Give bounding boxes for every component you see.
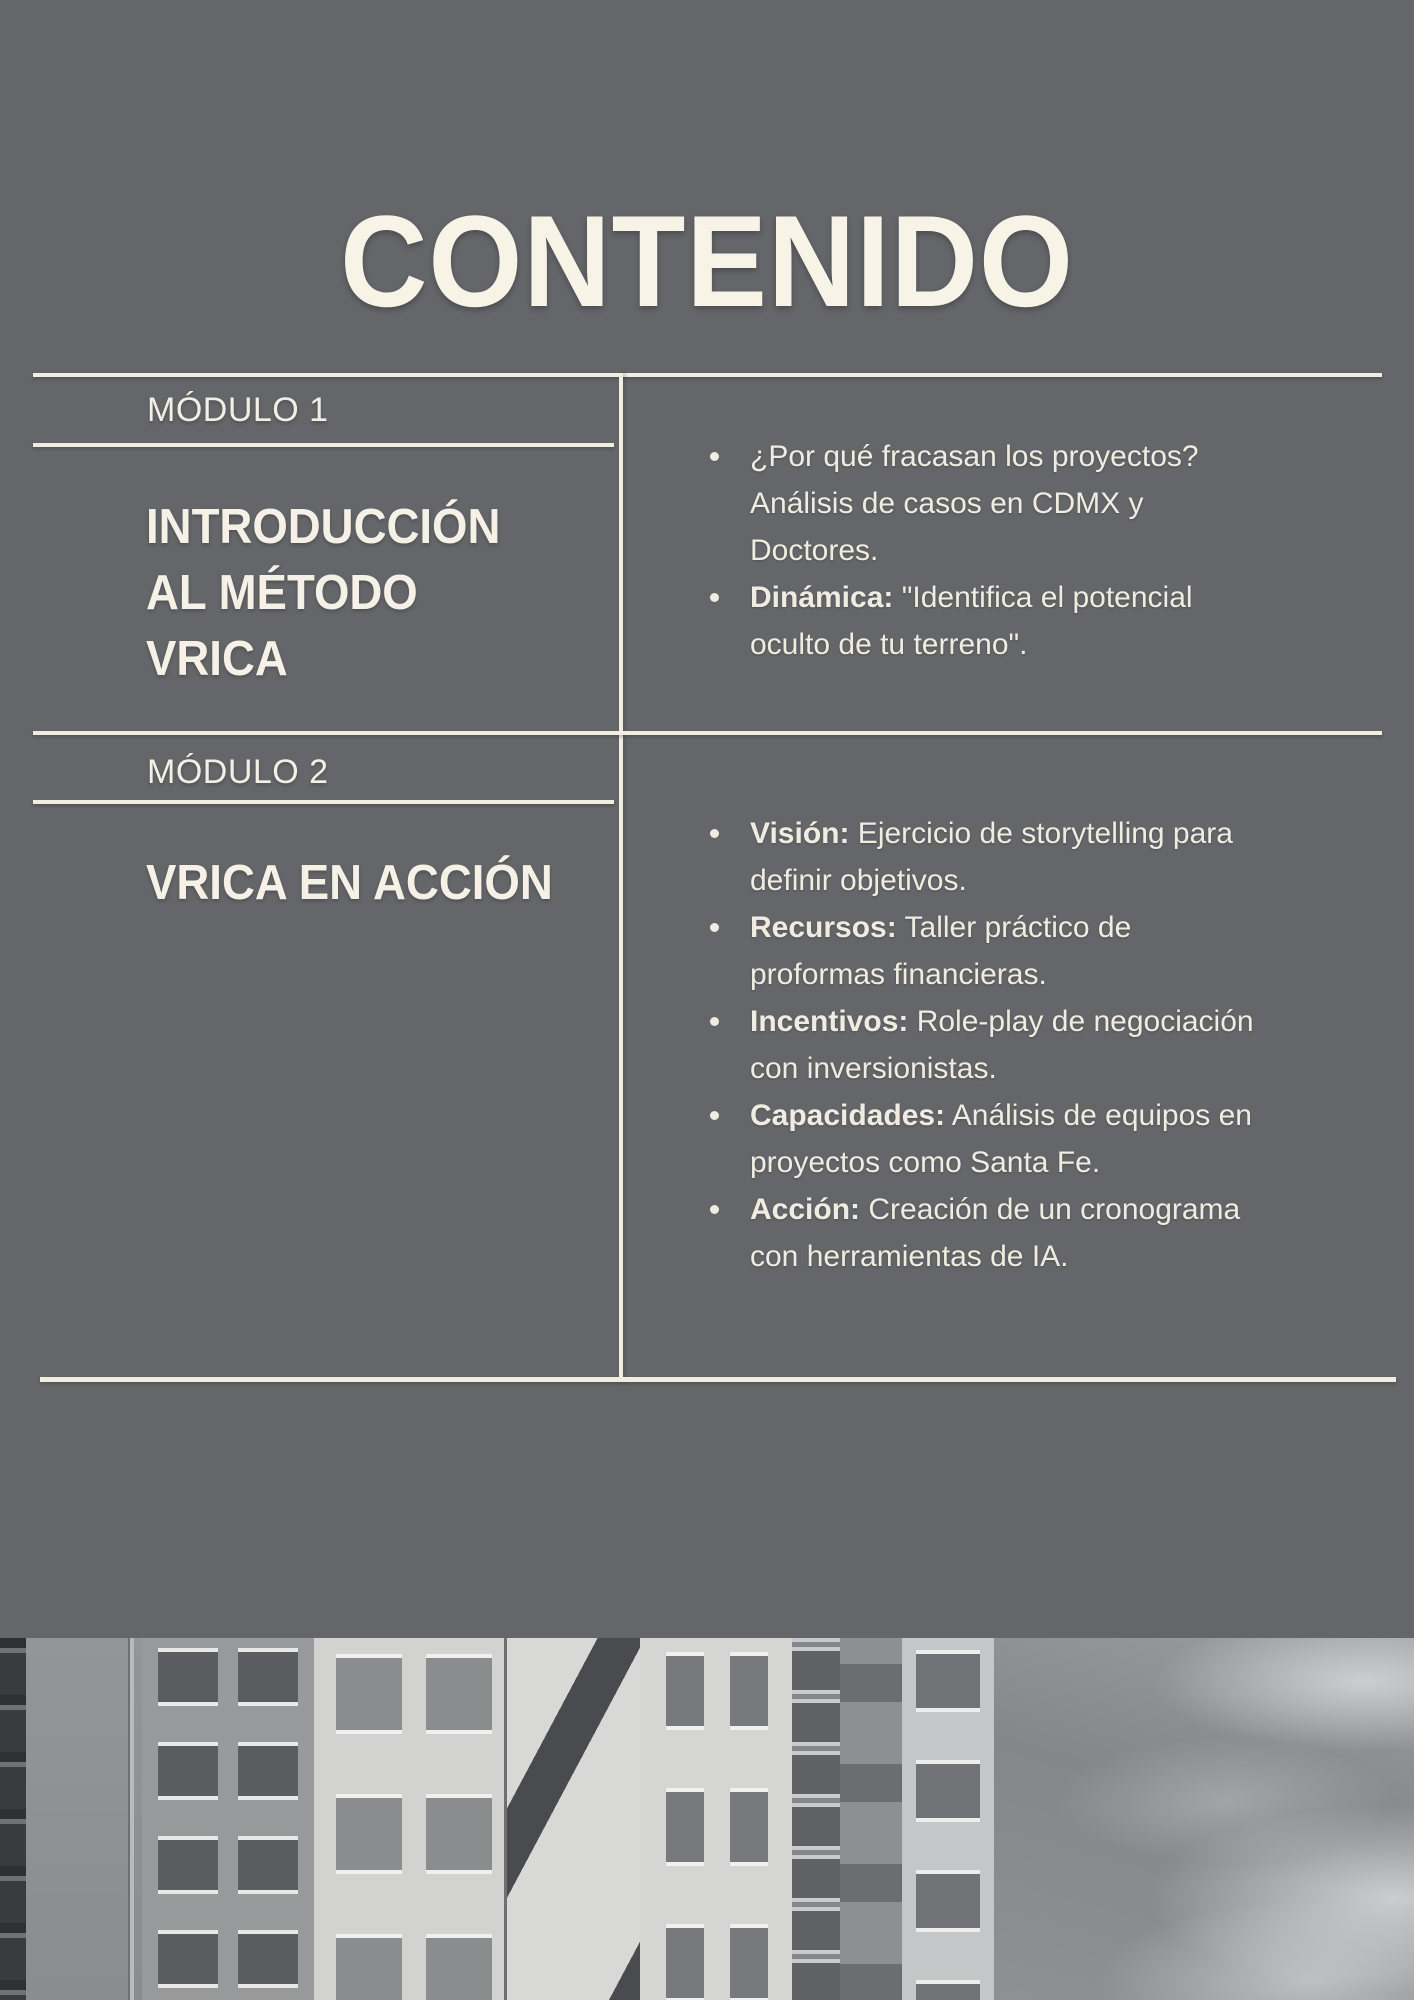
white-building-facade-2 — [640, 1638, 792, 2000]
building-facade-with-windows — [142, 1638, 314, 2000]
module-2-label: MÓDULO 2 — [147, 753, 329, 791]
light-building-facade — [902, 1638, 994, 2000]
module-1-heading — [146, 494, 500, 692]
bullet-line: Doctores. — [750, 534, 879, 567]
page-title: CONTENIDO — [340, 188, 1074, 334]
heading-line: VRICA EN ACCIÓN — [146, 856, 553, 910]
white-building-facade — [314, 1638, 504, 2000]
sky-gap-between-buildings — [26, 1638, 142, 2000]
bullet-line: oculto de tu terreno". — [750, 628, 1028, 661]
bullet-line: Recursos: Taller práctico de — [750, 911, 1132, 944]
bullet-item — [702, 998, 1362, 1092]
bullet-line: ¿Por qué fracasan los proyectos? — [750, 440, 1199, 473]
heading-line: INTRODUCCIÓN — [146, 500, 501, 554]
module-2-label-underline — [33, 800, 614, 804]
bullet-line: Análisis de casos en CDMX y — [750, 487, 1144, 520]
bullet-line: Acción: Creación de un cronograma — [750, 1193, 1241, 1226]
bullet-line: Incentivos: Role-play de negociación — [750, 1005, 1254, 1038]
gray-building-column — [840, 1638, 902, 2000]
buildings-photo — [0, 1638, 1414, 2000]
module-2-top-rule — [33, 731, 1382, 735]
module-2-heading — [146, 850, 553, 916]
module-1-label: MÓDULO 1 — [147, 391, 329, 429]
bullet-line: Dinámica: "Identifica el potencial — [750, 581, 1193, 614]
cloudy-sky — [994, 1638, 1414, 2000]
bullet-item — [702, 433, 1362, 574]
tower-with-zigzag-balconies — [504, 1638, 643, 2000]
table-column-divider — [619, 373, 623, 1382]
bullet-line: definir objetivos. — [750, 864, 967, 897]
heading-line: AL MÉTODO — [146, 566, 418, 620]
module-1-bullet-list — [702, 433, 1362, 668]
bullet-line: Capacidades: Análisis de equipos en — [750, 1099, 1252, 1132]
table-bottom-rule — [40, 1377, 1396, 1382]
balcony-railings-column — [792, 1638, 840, 2000]
module-2-bullet-list — [702, 810, 1362, 1280]
bullet-item — [702, 1186, 1362, 1280]
bullet-line: con herramientas de IA. — [750, 1240, 1069, 1273]
bullet-item — [702, 810, 1362, 904]
bullet-line: Visión: Ejercicio de storytelling para — [750, 817, 1233, 850]
table-top-rule — [33, 373, 1382, 377]
bullet-item — [702, 904, 1362, 998]
bullet-item — [702, 1092, 1362, 1186]
bullet-line: proyectos como Santa Fe. — [750, 1146, 1101, 1179]
heading-line: VRICA — [146, 632, 288, 686]
building-left-balconies — [0, 1638, 26, 2000]
bullet-item — [702, 574, 1362, 668]
bullet-line: con inversionistas. — [750, 1052, 997, 1085]
bullet-line: proformas financieras. — [750, 958, 1047, 991]
module-1-label-underline — [33, 443, 614, 447]
